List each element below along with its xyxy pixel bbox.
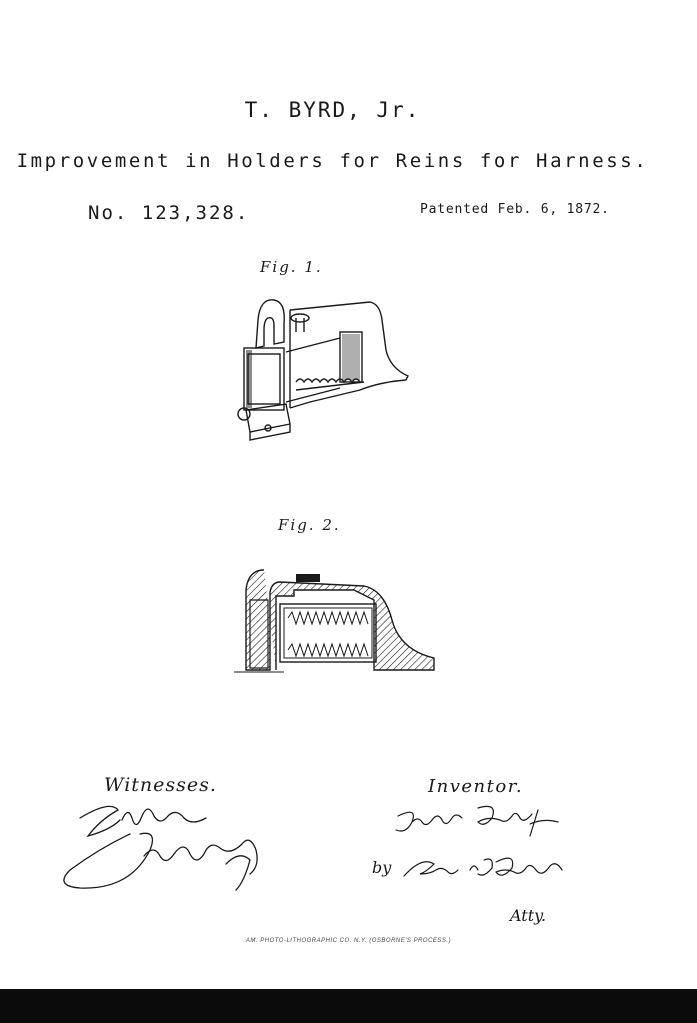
by-label: by (372, 858, 392, 877)
figure-1-label: Fig. 1. (260, 258, 323, 276)
atty-label: Atty. (510, 906, 547, 925)
figure-2-drawing (234, 560, 444, 690)
inventor-name: T. BYRD, Jr. (244, 98, 421, 122)
patent-title: Improvement in Holders for Reins for Harness. (16, 150, 649, 172)
witnesses-label: Witnesses. (104, 774, 217, 796)
figure-1-drawing (230, 290, 420, 450)
figure-2-label: Fig. 2. (278, 516, 341, 534)
witness-signatures (40, 790, 290, 900)
scan-edge-bar (0, 989, 697, 1023)
lithographer-credit: AM. PHOTO-LITHOGRAPHIC CO. N.Y. (OSBORNE'S PROCESS.) (245, 938, 452, 944)
inventor-label: Inventor. (428, 776, 524, 797)
patent-number: No. 123,328. (88, 202, 250, 224)
attorney-signature (398, 852, 578, 886)
patent-date: Patented Feb. 6, 1872. (420, 202, 610, 217)
inventor-signature (388, 802, 578, 842)
